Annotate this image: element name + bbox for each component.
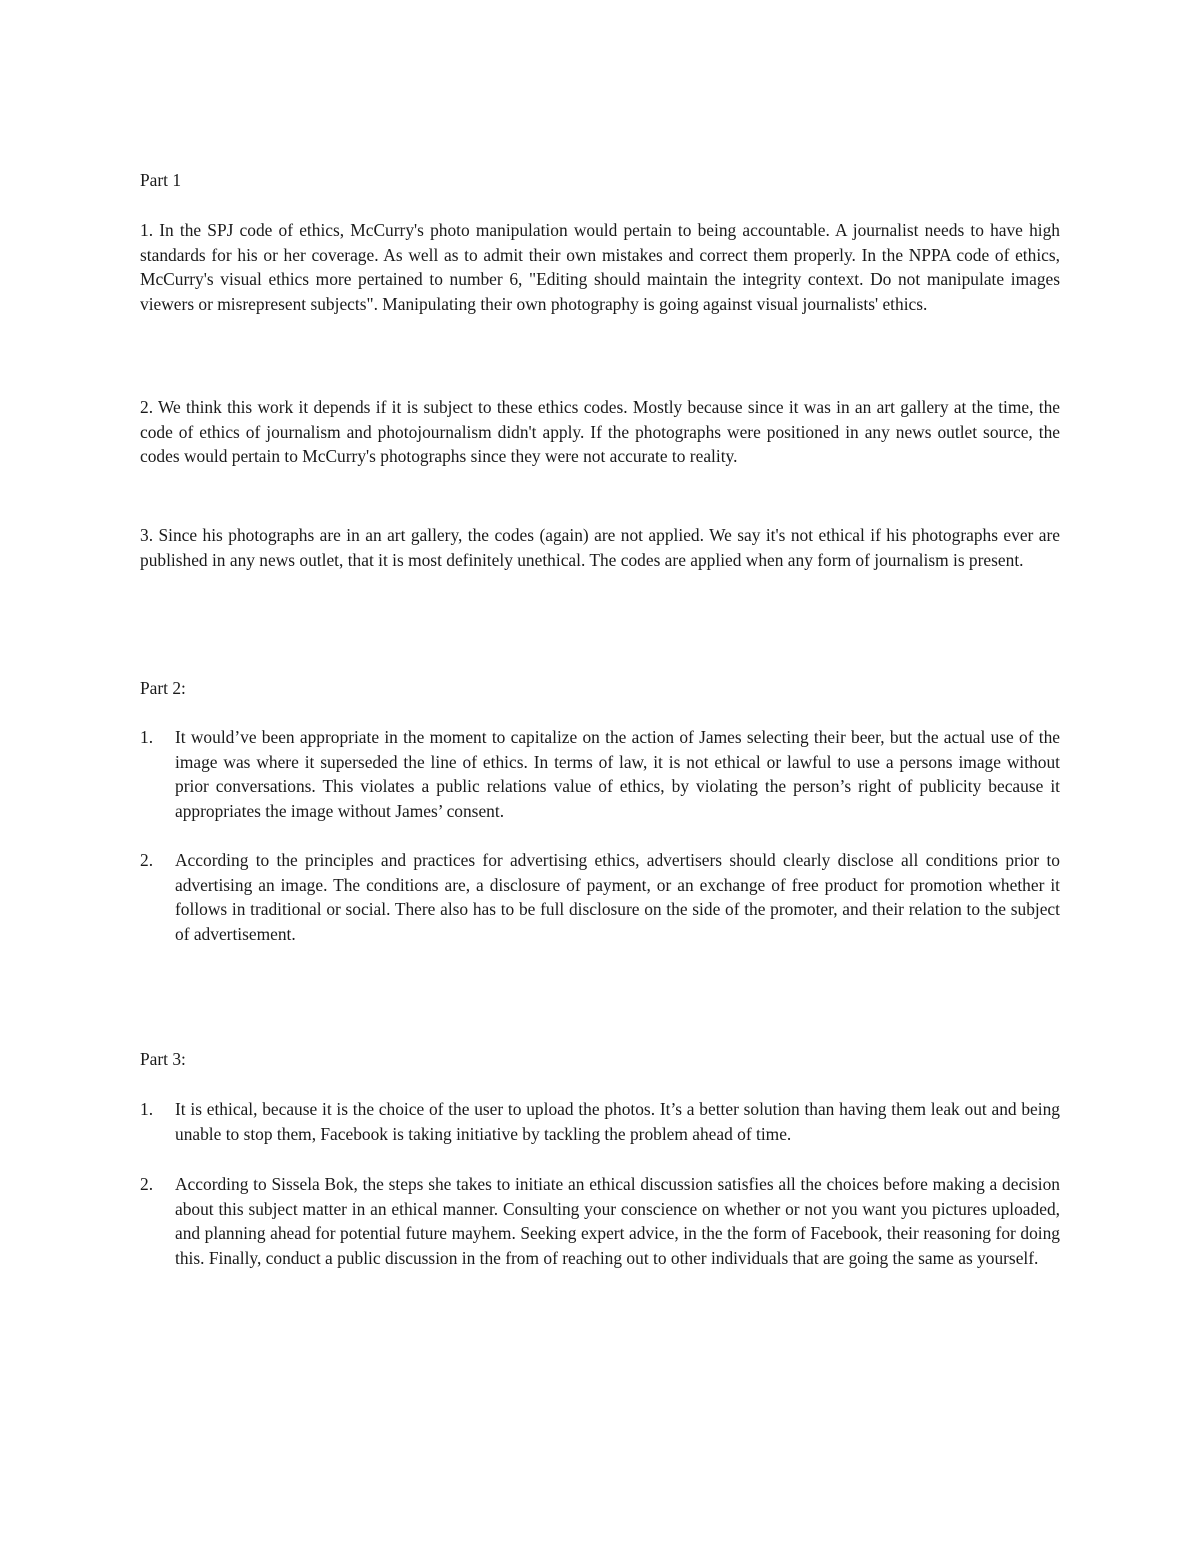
list-item-text: It would’ve been appropriate in the moment to capitalize on the action of James selecting their beer, but the actual use of the image was where it superseded the line of ethics. In terms of law, it is not ethical or lawful to use a persons image without prior conversations. This violates a public relations value of ethics, by violating the person’s right of publicity because it appropriates the image without James’ consent.: [175, 727, 1060, 821]
list-number: 1.: [140, 727, 154, 747]
part3-list-item-2: [140, 1172, 1060, 1270]
list-number: 2.: [140, 850, 154, 870]
part1-paragraph-1: 1. In the SPJ code of ethics, McCurry's photo manipulation would pertain to being accountable. A journalist needs to have high standards for his or her coverage. As well as to admit their own mistakes and correct them properly. In the NPPA code of ethics, McCurry's visual ethics more pertained to number 6, "Editing should maintain the integrity context. Do not manipulate images viewers or misrepresent subjects". Manipulating their own photography is going against visual journalists' ethics.: [140, 220, 1060, 314]
part1-paragraph-3: 3. Since his photographs are in an art gallery, the codes (again) are not applied. We say it's not ethical if his photographs ever are published in any news outlet, that it is most definitely unethical. The codes are applied when any form of journalism is present.: [140, 525, 1060, 570]
part1-heading: Part 1: [140, 170, 182, 190]
part3-heading: Part 3:: [140, 1049, 186, 1069]
list-item-text: According to Sissela Bok, the steps she takes to initiate an ethical discussion satisfies all the choices before making a decision about this subject matter in an ethical manner. Consulting your conscience on whether or not you want you pictures uploaded, and planning ahead for potential future mayhem. Seeking expert advice, in the the form of Facebook, their reasoning for doing this. Finally, conduct a public discussion in the from of reaching out to other individuals that are going the same as yourself.: [175, 1174, 1060, 1268]
part2-list-item-1: [140, 725, 1060, 823]
list-number: 1.: [140, 1099, 154, 1119]
part2-heading: Part 2:: [140, 678, 186, 698]
part3-list-item-1: [140, 1097, 1060, 1146]
part1-paragraph-2: 2. We think this work it depends if it is subject to these ethics codes. Mostly because since it was in an art gallery at the time, the code of ethics of journalism and photojournalism didn't apply. If the photographs were positioned in any news outlet source, the codes would pertain to McCurry's photographs since they were not accurate to reality.: [140, 397, 1060, 466]
part2-list-item-2: [140, 848, 1060, 946]
list-item-text: According to the principles and practices for advertising ethics, advertisers should clearly disclose all conditions prior to advertising an image. The conditions are, a disclosure of payment, or an exchange of free product for promotion whether it follows in traditional or social. There also has to be full disclosure on the side of the promoter, and their relation to the subject of advertisement.: [175, 850, 1060, 944]
list-number: 2.: [140, 1174, 154, 1194]
list-item-text: It is ethical, because it is the choice of the user to upload the photos. It’s a better solution than having them leak out and being unable to stop them, Facebook is taking initiative by tackling the problem ahead of time.: [175, 1099, 1060, 1144]
